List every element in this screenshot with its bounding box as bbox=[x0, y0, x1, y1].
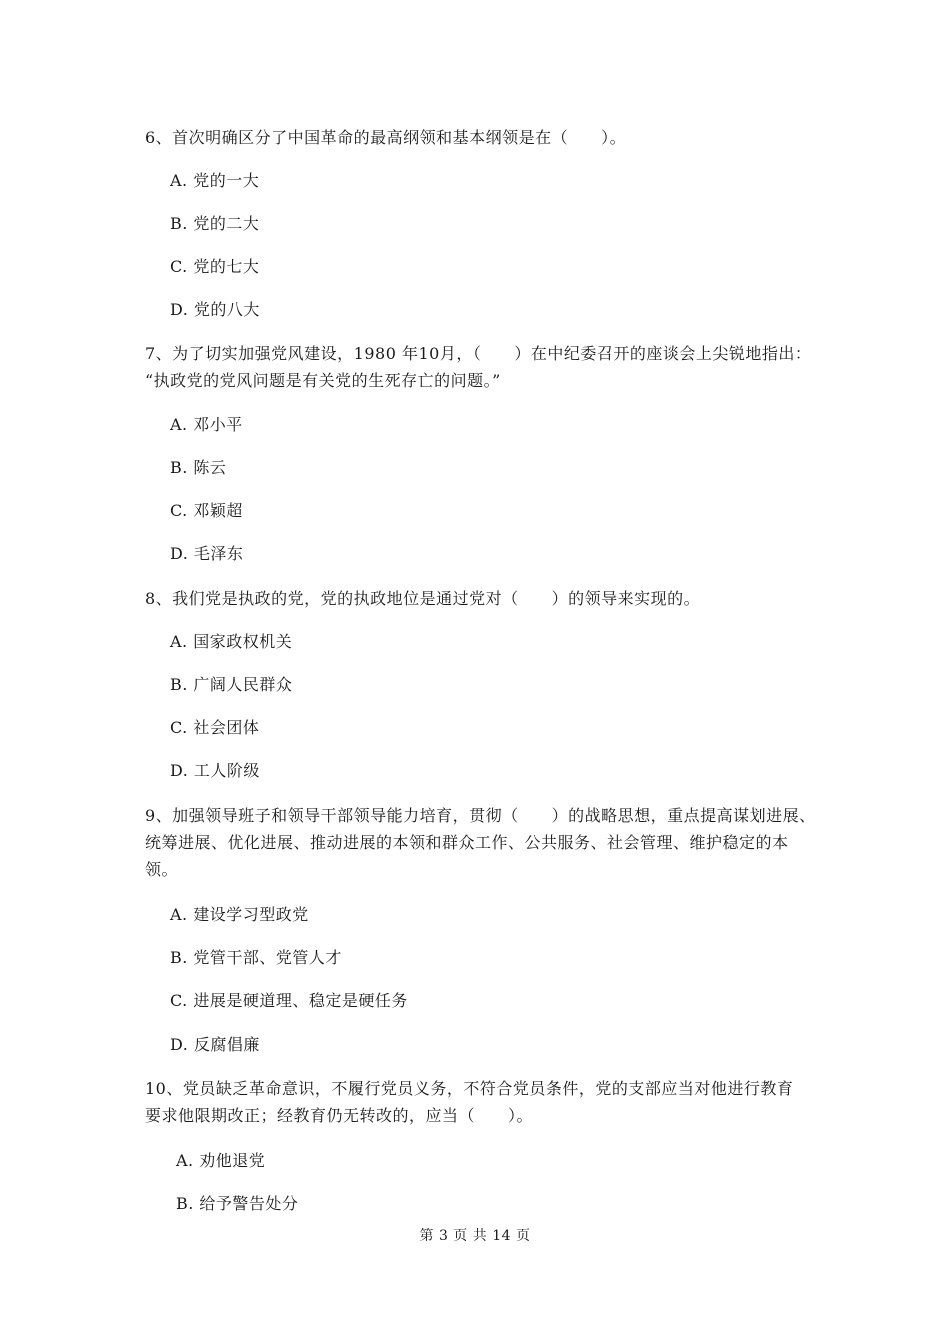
question-10-text-line-2: 要求他限期改正；经教育仍无转改的，应当（ ）。 bbox=[145, 1106, 534, 1125]
question-7-option-a: A. 邓小平 bbox=[170, 415, 243, 434]
question-7-option-d: D. 毛泽东 bbox=[170, 544, 244, 563]
question-9-option-c: C. 进展是硬道理、稳定是硬任务 bbox=[170, 991, 408, 1010]
question-6-option-b: B. 党的二大 bbox=[170, 214, 260, 233]
question-6 bbox=[145, 124, 815, 151]
question-10 bbox=[145, 1075, 815, 1129]
question-9-option-a: A. 建设学习型政党 bbox=[170, 905, 309, 924]
question-8-option-d: D. 工人阶级 bbox=[170, 761, 260, 780]
question-7-option-b: B. 陈云 bbox=[170, 458, 227, 477]
question-7-option-c: C. 邓颖超 bbox=[170, 501, 243, 520]
question-6-option-a: A. 党的一大 bbox=[170, 171, 260, 190]
question-9-option-b: B. 党管干部、党管人才 bbox=[170, 948, 342, 967]
question-10-option-a: A. 劝他退党 bbox=[176, 1151, 266, 1170]
question-9-option-d: D. 反腐倡廉 bbox=[170, 1035, 260, 1054]
question-9-text-line-1: 9、加强领导班子和领导干部领导能力培育，贯彻（ ）的战略思想，重点提高谋划进展、 bbox=[145, 806, 816, 825]
question-8-text: 8、我们党是执政的党，党的执政地位是通过党对（ ）的领导来实现的。 bbox=[145, 589, 701, 608]
question-7 bbox=[145, 340, 815, 394]
question-6-option-c: C. 党的七大 bbox=[170, 257, 260, 276]
question-10-text-line-1: 10、党员缺乏革命意识，不履行党员义务，不符合党员条件，党的支部应当对他进行教育 bbox=[145, 1079, 794, 1098]
question-9 bbox=[145, 802, 815, 883]
question-8-option-a: A. 国家政权机关 bbox=[170, 632, 293, 651]
question-8-option-c: C. 社会团体 bbox=[170, 718, 260, 737]
question-8-option-b: B. 广阔人民群众 bbox=[170, 675, 293, 694]
question-10-option-b: B. 给予警告处分 bbox=[176, 1194, 299, 1213]
page-footer: 第 3 页 共 14 页 bbox=[419, 1228, 531, 1244]
question-7-text-line-1: 7、为了切实加强党风建设，1980 年10月，（ ）在中纪委召开的座谈会上尖锐地指出： bbox=[145, 344, 812, 363]
question-9-text-line-3: 领。 bbox=[145, 860, 179, 879]
question-9-text-line-2: 统筹进展、优化进展、推动进展的本领和群众工作、公共服务、社会管理、维护稳定的本 bbox=[145, 833, 789, 852]
question-7-text-line-2: “执政党的党风问题是有关党的生死存亡的问题。” bbox=[145, 371, 501, 390]
question-6-text: 6、首次明确区分了中国革命的最高纲领和基本纲领是在（ ）。 bbox=[145, 128, 627, 147]
question-6-option-d: D. 党的八大 bbox=[170, 300, 260, 319]
question-8 bbox=[145, 585, 815, 612]
